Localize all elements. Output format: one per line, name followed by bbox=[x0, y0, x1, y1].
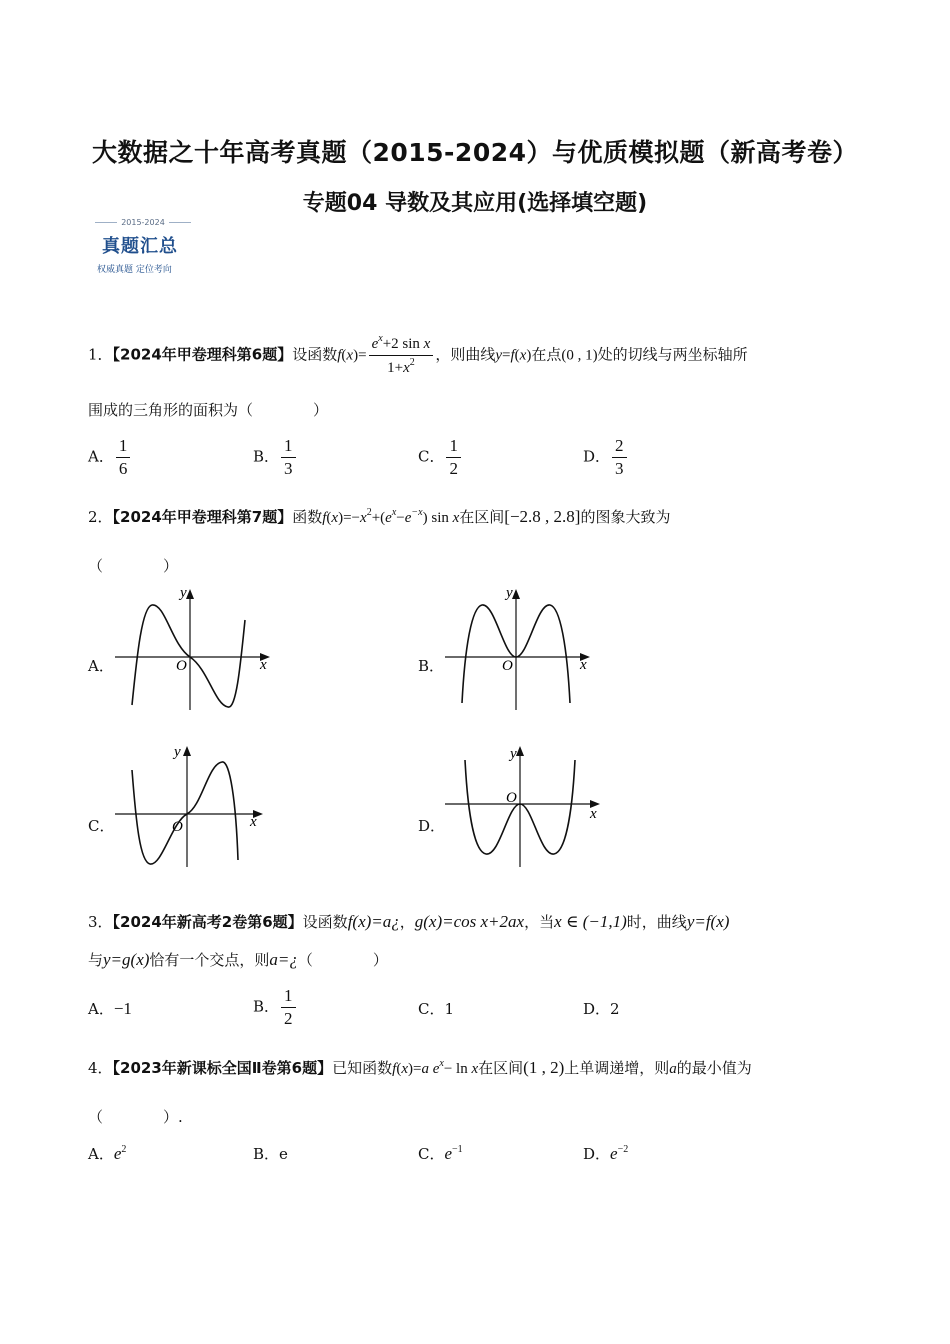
q3-number: 3． bbox=[88, 913, 113, 931]
y-label: y bbox=[506, 585, 513, 601]
q3-answer-var: a=¿ bbox=[269, 950, 298, 969]
q3-f-def: f(x)=a¿ bbox=[347, 912, 400, 931]
q2-graph-b[interactable] bbox=[440, 585, 600, 715]
origin-label: O bbox=[176, 658, 187, 674]
q4-var: a bbox=[669, 1061, 677, 1077]
q1-lead: 设函数 bbox=[292, 345, 338, 364]
q1-number: 1． bbox=[88, 345, 113, 364]
q2-option-d[interactable]: D． bbox=[418, 817, 446, 835]
q4-interval: (1 , 2) bbox=[523, 1058, 565, 1077]
q2-interval: [−2.8 , 2.8] bbox=[504, 507, 581, 526]
badge-years: 2015-2024 bbox=[88, 218, 198, 227]
q3-line2: 与y=g(x)恰有一个交点，则a=¿（ ） bbox=[88, 950, 388, 969]
q3-condition: x ∈ (−1,1) bbox=[554, 912, 627, 931]
q2-graph-d[interactable] bbox=[440, 742, 610, 872]
q2-option-a[interactable]: A． bbox=[88, 657, 114, 675]
page-subtitle: 专题04 导数及其应用(选择填空题) bbox=[302, 191, 648, 216]
q3-option-a[interactable]: A．−1 bbox=[88, 999, 132, 1018]
x-label: x bbox=[260, 657, 267, 673]
q2-paren: （ ） bbox=[88, 557, 179, 575]
q3-curve2: y=g(x) bbox=[103, 950, 150, 969]
q1-option-b[interactable]: B． $\frac{1}{3}$ bbox=[253, 435, 298, 480]
origin-label: O bbox=[506, 790, 517, 806]
q2-option-b[interactable]: B． bbox=[418, 657, 445, 675]
badge bbox=[88, 218, 203, 284]
q2-tail: 的图象大致为 bbox=[580, 508, 671, 526]
q4-option-d[interactable]: D．$e^{-2}$ bbox=[583, 1144, 629, 1163]
badge-sub: 权威真题 定位考向 bbox=[97, 265, 172, 275]
q4-number: 4． bbox=[88, 1059, 113, 1077]
q1-option-d[interactable]: D． $\frac{2}{3}$ bbox=[583, 435, 629, 480]
x-label: x bbox=[590, 806, 597, 822]
q2-mid: 在区间 bbox=[459, 508, 505, 526]
page-title: 大数据之十年高考真题（2015-2024）与优质模拟题（新高考卷） bbox=[91, 138, 859, 167]
q1-option-c[interactable]: C． $\frac{1}{2}$ bbox=[418, 435, 463, 480]
q3-line1: 3．【2024年新高考2卷第6题】设函数f(x)=a¿，g(x)=cos x+2ax，当x ∈ (−1,1)时，曲线y=f(x) bbox=[88, 912, 730, 931]
q2-number: 2． bbox=[88, 508, 113, 526]
y-label: y bbox=[510, 746, 517, 762]
q2-source: 【2024年甲卷理科第7题】 bbox=[112, 508, 293, 526]
q1-source: 【2024年甲卷理科第6题】 bbox=[112, 345, 293, 364]
q1-line1: 1．【2024年甲卷理科第6题】设函数f(x)= $\frac{e^x+2 \sin x}{1+x^2}$ ，则曲线y=f(x)在点(0 , 1)处的切线与两坐标轴所 bbox=[88, 332, 748, 379]
q2-graph-c[interactable] bbox=[110, 742, 280, 872]
q4-option-b[interactable]: B．e bbox=[253, 1145, 288, 1163]
q3-option-d[interactable]: D．2 bbox=[583, 1000, 620, 1018]
x-label: x bbox=[250, 814, 257, 830]
q1-tail: 处的切线与两坐标轴所 bbox=[597, 345, 748, 364]
origin-label: O bbox=[502, 658, 513, 674]
origin-label: O bbox=[172, 819, 183, 835]
q1-function: f bbox=[337, 347, 342, 364]
y-label: y bbox=[180, 585, 187, 601]
y-label: y bbox=[174, 744, 181, 760]
q1-at-point: 在点 bbox=[531, 345, 562, 364]
badge-main: 真题汇总 bbox=[102, 236, 178, 257]
q2-lead: 函数 bbox=[292, 508, 323, 526]
q3-source: 【2024年新高考2卷第6题】 bbox=[112, 913, 303, 931]
q3-option-c[interactable]: C．1 bbox=[418, 1000, 455, 1018]
q4-lead: 已知函数 bbox=[332, 1059, 393, 1077]
x-label: x bbox=[580, 657, 587, 673]
q2-graph-a[interactable] bbox=[110, 585, 280, 715]
q3-option-b[interactable]: B． $\frac{1}{2}$ bbox=[253, 985, 298, 1030]
q2-option-c[interactable]: C． bbox=[88, 817, 115, 835]
q1-option-a[interactable]: A． $\frac{1}{6}$ bbox=[88, 435, 132, 480]
q4-option-a[interactable]: A．$e^2$ bbox=[88, 1144, 127, 1163]
q1-mid: ，则曲线 bbox=[435, 345, 496, 364]
q3-curve: y=f(x) bbox=[686, 912, 730, 931]
q4-paren: （ ）. bbox=[88, 1108, 183, 1126]
q4-source: 【2023年新课标全国Ⅱ卷第6题】 bbox=[112, 1059, 333, 1077]
q1-fraction: $\frac{e^x+2 \sin x}{1+x^2}$ bbox=[369, 332, 434, 379]
q3-lead: 设函数 bbox=[302, 913, 348, 931]
q3-g-def: g(x)=cos x+2ax bbox=[414, 912, 525, 931]
q4-option-c[interactable]: C．$e^{-1}$ bbox=[418, 1144, 463, 1163]
q2-line1: 2．【2024年甲卷理科第7题】函数$f(x)=-x^2+(e^x-e^{-x})$ sin x在区间[−2.8 , 2.8]的图象大致为 bbox=[88, 507, 671, 526]
q4-line1: 4．【2023年新课标全国Ⅱ卷第6题】已知函数f(x)=a $e^x- \ln x$在区间(1 , 2)上单调递增，则a的最小值为 bbox=[88, 1058, 752, 1077]
q1-line2: 围成的三角形的面积为（ ） bbox=[88, 401, 329, 419]
